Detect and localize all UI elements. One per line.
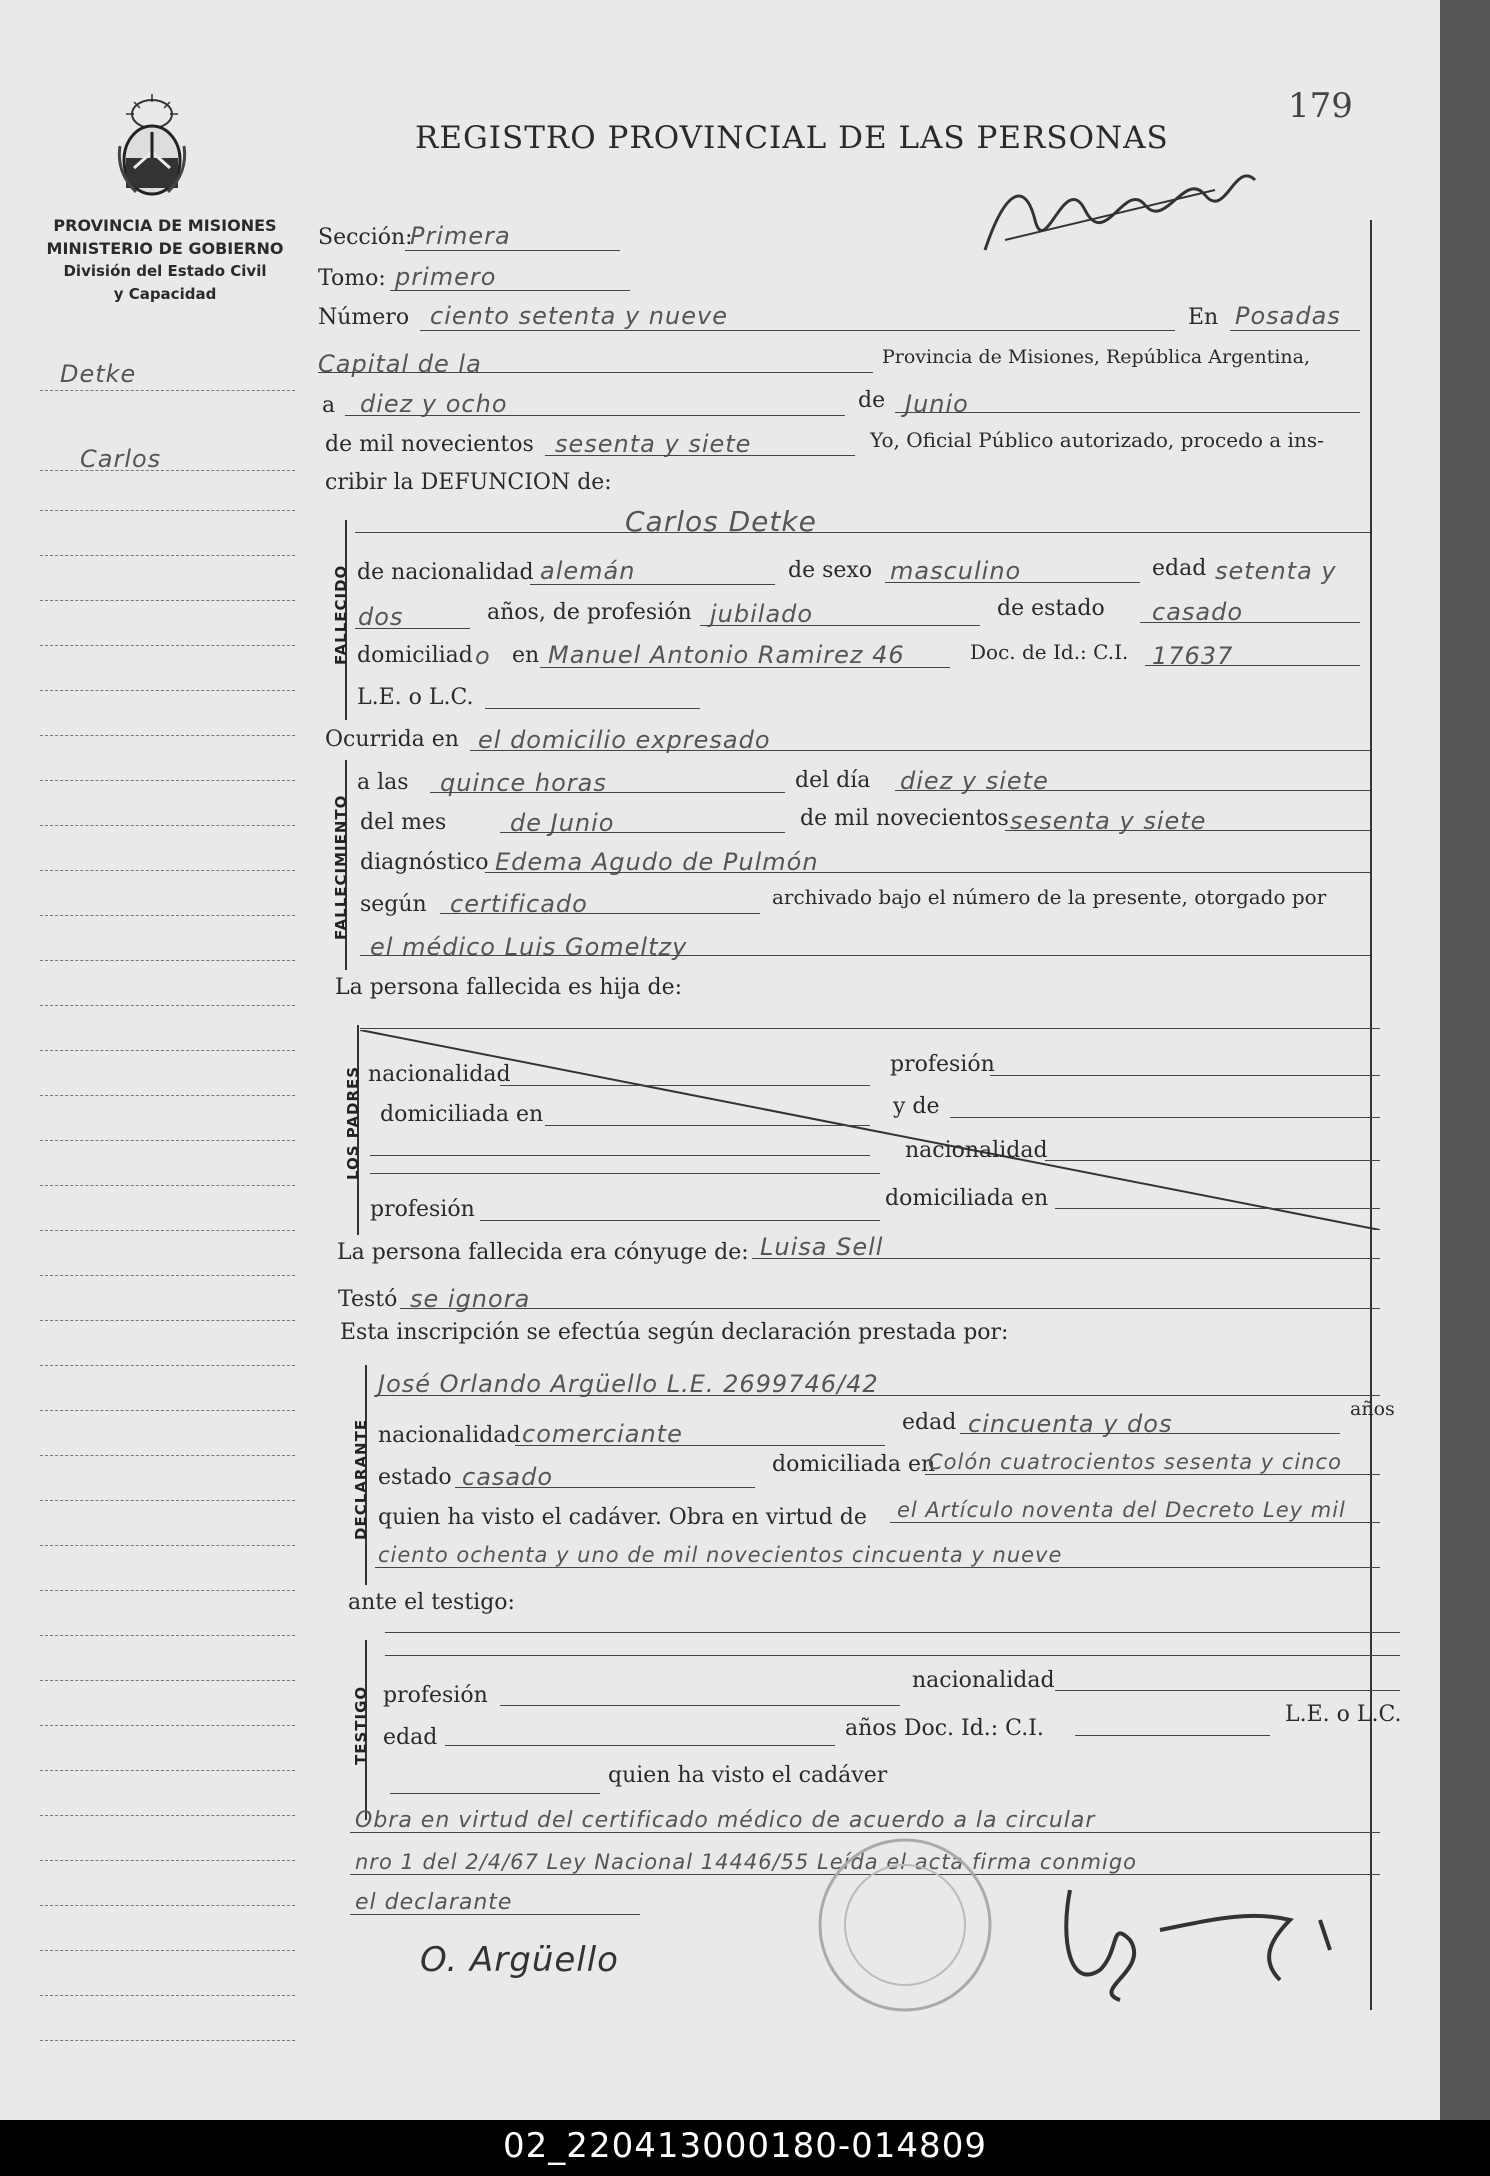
hija-text: La persona fallecida es hija de: <box>335 975 683 1000</box>
testigo-nacionalidad-label: nacionalidad <box>912 1668 1055 1693</box>
testigo-ante-text: ante el testigo: <box>348 1590 515 1615</box>
fallecido-sexo-value: masculino <box>890 557 1022 585</box>
fallecido-nombre: Carlos Detke <box>625 505 817 538</box>
padre-profesion-label: profesión <box>890 1052 995 1077</box>
fallecido-estado-label: de estado <box>997 596 1105 621</box>
numero-label: Número <box>318 305 410 330</box>
testigo-le-label: L.E. o L.C. <box>1285 1702 1402 1727</box>
medico-value: el médico Luis Gomeltzy <box>370 933 688 961</box>
fecha-de-label: de <box>858 388 886 413</box>
madre-nacionalidad-label: nacionalidad <box>905 1138 1048 1163</box>
dia-value: diez y ocho <box>360 390 508 418</box>
del-dia-label: del día <box>795 768 871 793</box>
fallecido-sexo-label: de sexo <box>788 558 873 583</box>
fallecido-edad-value-2: dos <box>358 603 404 631</box>
mes-value: Junio <box>905 390 969 418</box>
sidebar-given-name: Carlos <box>80 445 162 473</box>
declarante-estado-label: estado <box>378 1465 452 1490</box>
fallecido-nacionalidad-value: alemán <box>540 557 636 585</box>
conyuge-label: La persona fallecida era cónyuge de: <box>337 1240 749 1265</box>
inscripcion-text: Esta inscripción se efectúa según declaración prestada por: <box>340 1320 1009 1345</box>
division-name: División del Estado Civil <box>63 262 267 280</box>
testigo-anios-doc-label: años Doc. Id.: C.I. <box>845 1716 1044 1741</box>
official-stamp-icon <box>810 1830 1000 2020</box>
notes-line-2: nro 1 del 2/4/67 Ley Nacional 14446/55 Leída el acta firma conmigo <box>355 1850 1138 1874</box>
muerte-mes-value: de Junio <box>510 809 615 837</box>
diagnostico-label: diagnóstico <box>360 850 489 875</box>
declarante-nombre: José Orlando Argüello L.E. 2699746/42 <box>378 1370 879 1398</box>
ocurrida-label: Ocurrida en <box>325 727 459 752</box>
padre-domiciliada-label: domiciliada en <box>380 1102 544 1127</box>
testigo-profesion-label: profesión <box>383 1683 488 1708</box>
fallecido-domicilio-value: Manuel Antonio Ramirez 46 <box>548 641 905 669</box>
declarante-edad-value: cincuenta y dos <box>968 1410 1173 1438</box>
y-de-label: y de <box>893 1094 940 1119</box>
declarante-nacionalidad-value: comerciante <box>522 1420 683 1448</box>
a-las-label: a las <box>357 770 409 795</box>
fallecido-doc-value: 17637 <box>1152 642 1234 670</box>
fallecido-estado-value: casado <box>1152 598 1244 626</box>
hora-value: quince horas <box>440 769 607 797</box>
fallecimiento-section-label: FALLECIMIENTO <box>332 794 350 940</box>
fallecido-domiciliado-label: domiciliad <box>357 643 473 668</box>
madre-domiciliada-label: domiciliada en <box>885 1186 1049 1211</box>
fallecido-section-label: FALLECIDO <box>332 564 350 665</box>
en-label: En <box>1188 305 1219 330</box>
ocurrida-value: el domicilio expresado <box>478 726 771 754</box>
footer-reference: 02_220413000180-014809 <box>503 2126 987 2166</box>
fallecido-nacionalidad-label: de nacionalidad <box>357 560 534 585</box>
testigo-edad-label: edad <box>383 1725 438 1750</box>
province-name: PROVINCIA DE MISIONES <box>53 216 277 235</box>
seccion-label: Sección: <box>318 225 413 250</box>
lugar-value: Capital de la <box>318 350 482 378</box>
muerte-anio-value: sesenta y siete <box>1010 807 1207 835</box>
official-public-signature-icon <box>1030 1880 1390 2010</box>
numero-value: ciento setenta y nueve <box>430 302 728 330</box>
binder-edge <box>1440 0 1490 2120</box>
oficial-text: Yo, Oficial Público autorizado, procedo a ins- <box>870 428 1324 452</box>
declarante-edad-label: edad <box>902 1410 957 1435</box>
archivado-text: archivado bajo el número de la presente, otorgado por <box>772 885 1327 909</box>
segun-value: certificado <box>450 890 588 918</box>
fallecido-edad-value: setenta y <box>1215 557 1337 585</box>
muerte-dia-value: diez y siete <box>900 767 1049 795</box>
muerte-anio-label: de mil novecientos <box>800 806 1009 831</box>
declarante-anios-label: años <box>1350 1398 1395 1420</box>
official-signature-icon <box>975 150 1275 270</box>
fallecido-doc-label: Doc. de Id.: C.I. <box>970 640 1129 664</box>
anio-value: sesenta y siete <box>555 430 752 458</box>
padres-crossout-icon <box>360 1030 1380 1230</box>
declarante-virtud-value: el Artículo noventa del Decreto Ley mil <box>897 1498 1346 1522</box>
fallecido-le-label: L.E. o L.C. <box>357 685 474 710</box>
testigo-visto-text: quien ha visto el cadáver <box>608 1763 888 1788</box>
declarante-nacionalidad-label: nacionalidad <box>378 1423 521 1448</box>
madre-profesion-label: profesión <box>370 1197 475 1222</box>
declarante-signature: O. Argüello <box>420 1940 619 1980</box>
tomo-label: Tomo: <box>318 266 386 291</box>
fallecido-anios-profesion-label: años, de profesión <box>487 600 692 625</box>
padre-nacionalidad-label: nacionalidad <box>368 1062 511 1087</box>
del-mes-label: del mes <box>360 810 447 835</box>
notes-line-3: el declarante <box>355 1890 513 1915</box>
capacity-name: y Capacidad <box>113 285 217 303</box>
tomo-value: primero <box>395 263 497 291</box>
page-title: REGISTRO PROVINCIAL DE LAS PERSONAS <box>415 120 1169 156</box>
testo-label: Testó <box>338 1287 398 1312</box>
declarante-domicilio-value: Colón cuatrocientos sesenta y cinco <box>928 1450 1342 1474</box>
declarante-section-label: DECLARANTE <box>352 1418 370 1540</box>
declarante-estado-value: casado <box>462 1463 554 1491</box>
footer-bar <box>0 2120 1490 2176</box>
page-number: 179 <box>1288 86 1353 126</box>
seccion-value: Primera <box>410 222 511 250</box>
fallecido-en-label: en <box>512 643 540 668</box>
declarante-domiciliada-label: domiciliada en <box>772 1452 936 1477</box>
coat-of-arms-icon <box>112 92 192 202</box>
diagnostico-value: Edema Agudo de Pulmón <box>495 848 819 876</box>
fallecido-profesion-value: jubilado <box>710 600 814 628</box>
testigo-section-label: TESTIGO <box>352 1685 370 1765</box>
fallecido-edad-label: edad <box>1152 556 1207 581</box>
segun-label: según <box>360 892 427 917</box>
fallecido-domiciliado-suffix: o <box>475 642 491 670</box>
padres-section-label: LOS PADRES <box>344 1065 362 1180</box>
ministry-name: MINISTERIO DE GOBIERNO <box>46 239 284 258</box>
en-value: Posadas <box>1235 302 1341 330</box>
fecha-a-label: a <box>322 393 336 418</box>
sidebar-surname: Detke <box>60 360 137 388</box>
declarante-visto-text: quien ha visto el cadáver. Obra en virtud de <box>378 1505 867 1530</box>
inscribir-text: cribir la DEFUNCION de: <box>325 470 612 495</box>
provincia-text: Provincia de Misiones, República Argentina, <box>882 346 1311 368</box>
conyuge-value: Luisa Sell <box>760 1233 884 1261</box>
notes-line-1: Obra en virtud del certificado médico de acuerdo a la circular <box>355 1808 1096 1833</box>
anio-prefix: de mil novecientos <box>325 432 534 457</box>
declarante-virtud-value-2: ciento ochenta y uno de mil novecientos cincuenta y nueve <box>378 1543 1063 1567</box>
testo-value: se ignora <box>410 1285 531 1313</box>
